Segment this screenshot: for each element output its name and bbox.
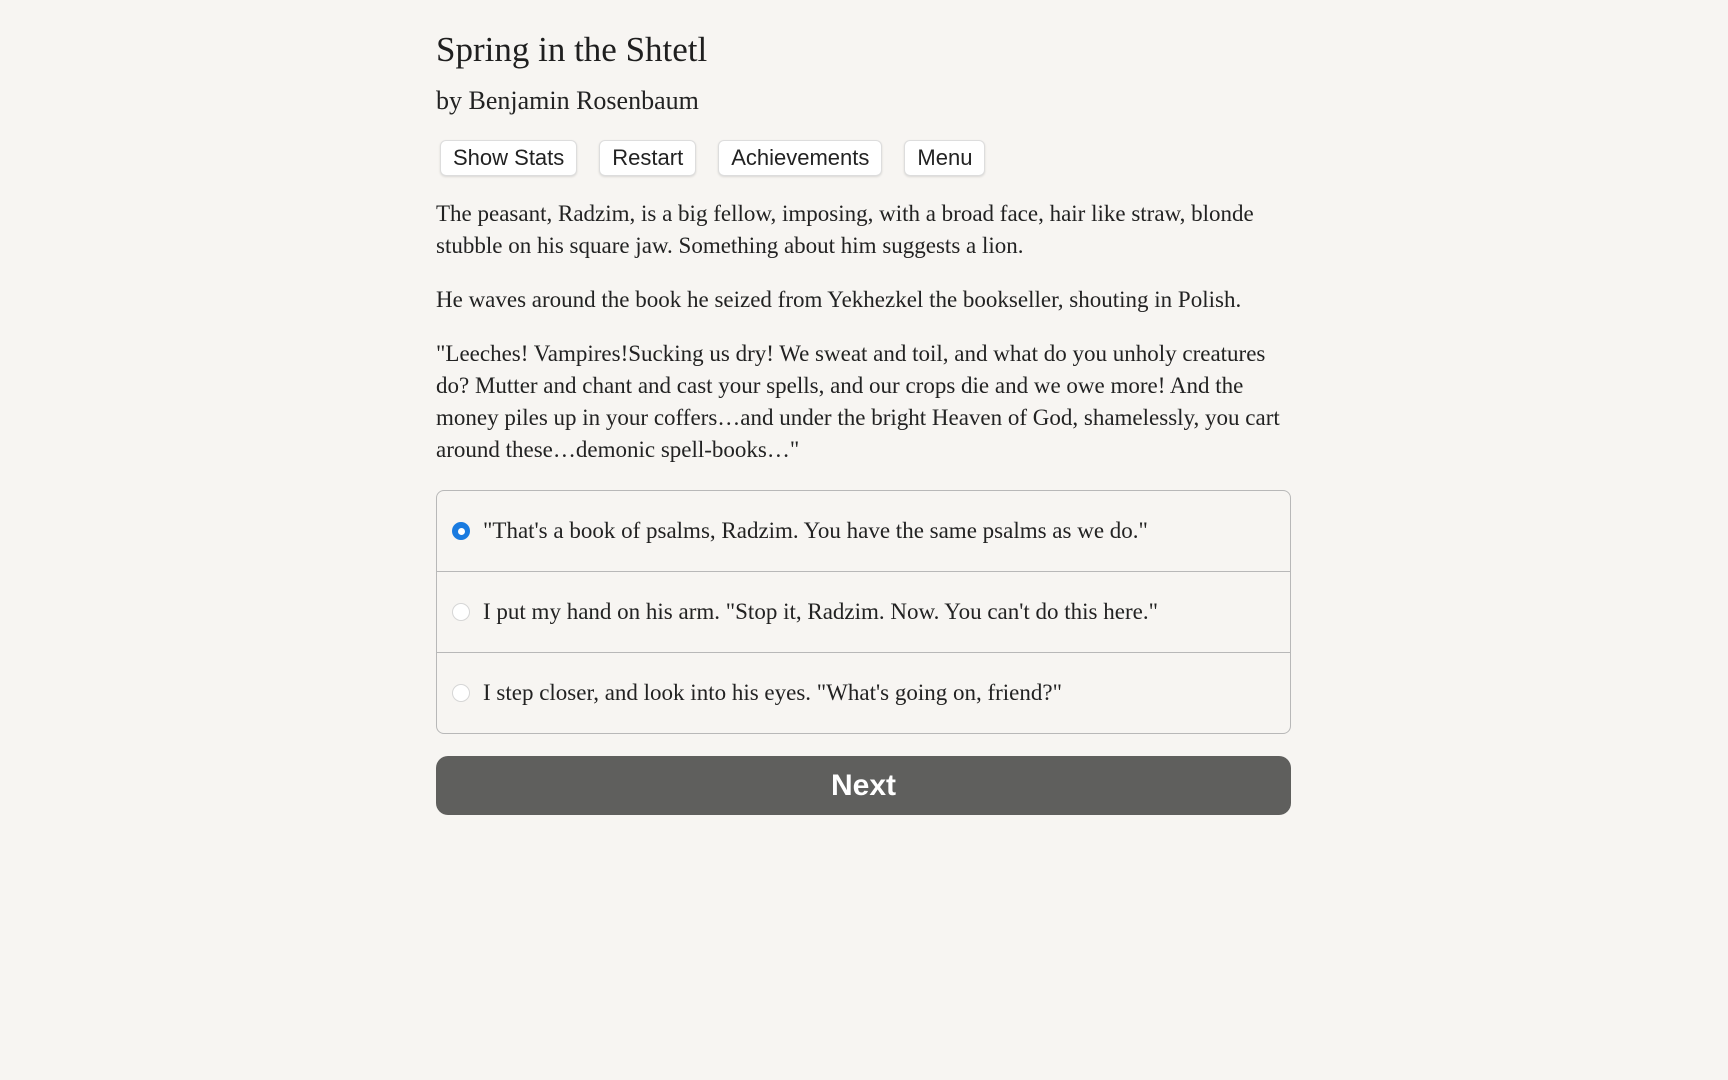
- choice-label: I put my hand on his arm. "Stop it, Radzim. Now. You can't do this here.": [483, 599, 1158, 624]
- radio-unselected-icon[interactable]: [452, 603, 470, 621]
- show-stats-button[interactable]: Show Stats: [440, 140, 577, 176]
- achievements-button[interactable]: Achievements: [718, 140, 882, 176]
- radio-unselected-icon[interactable]: [452, 684, 470, 702]
- game-title: Spring in the Shtetl: [436, 30, 708, 69]
- next-button[interactable]: Next: [436, 756, 1291, 815]
- game-author: by Benjamin Rosenbaum: [436, 86, 699, 115]
- story-paragraph: He waves around the book he seized from Yekhezkel the bookseller, shouting in Polish.: [436, 287, 1242, 312]
- toolbar: [436, 140, 1291, 176]
- choice-label: "That's a book of psalms, Radzim. You have the same psalms as we do.": [483, 518, 1148, 543]
- story-paragraph: "Leeches! Vampires!Sucking us dry! We sweat and toil, and what do you unholy creatures do? Mutter and chant and cast your spells, and our crops die and we owe more! And the money piles up in your coffers…and under the bright Heaven of God, shamelessly, you cart around these…demonic spell-books…": [436, 341, 1280, 462]
- radio-selected-icon[interactable]: [452, 522, 470, 540]
- story-paragraph: The peasant, Radzim, is a big fellow, imposing, with a broad face, hair like straw, blonde stubble on his square jaw. Something about him suggests a lion.: [436, 201, 1254, 258]
- choice-list: [436, 490, 1291, 734]
- game-column: [436, 0, 1291, 815]
- restart-button[interactable]: Restart: [599, 140, 696, 176]
- menu-button[interactable]: Menu: [904, 140, 985, 176]
- choice-option-2[interactable]: [437, 571, 1290, 652]
- choice-option-3[interactable]: [437, 652, 1290, 733]
- choice-label: I step closer, and look into his eyes. "What's going on, friend?": [483, 680, 1062, 705]
- choice-option-1[interactable]: [437, 491, 1290, 571]
